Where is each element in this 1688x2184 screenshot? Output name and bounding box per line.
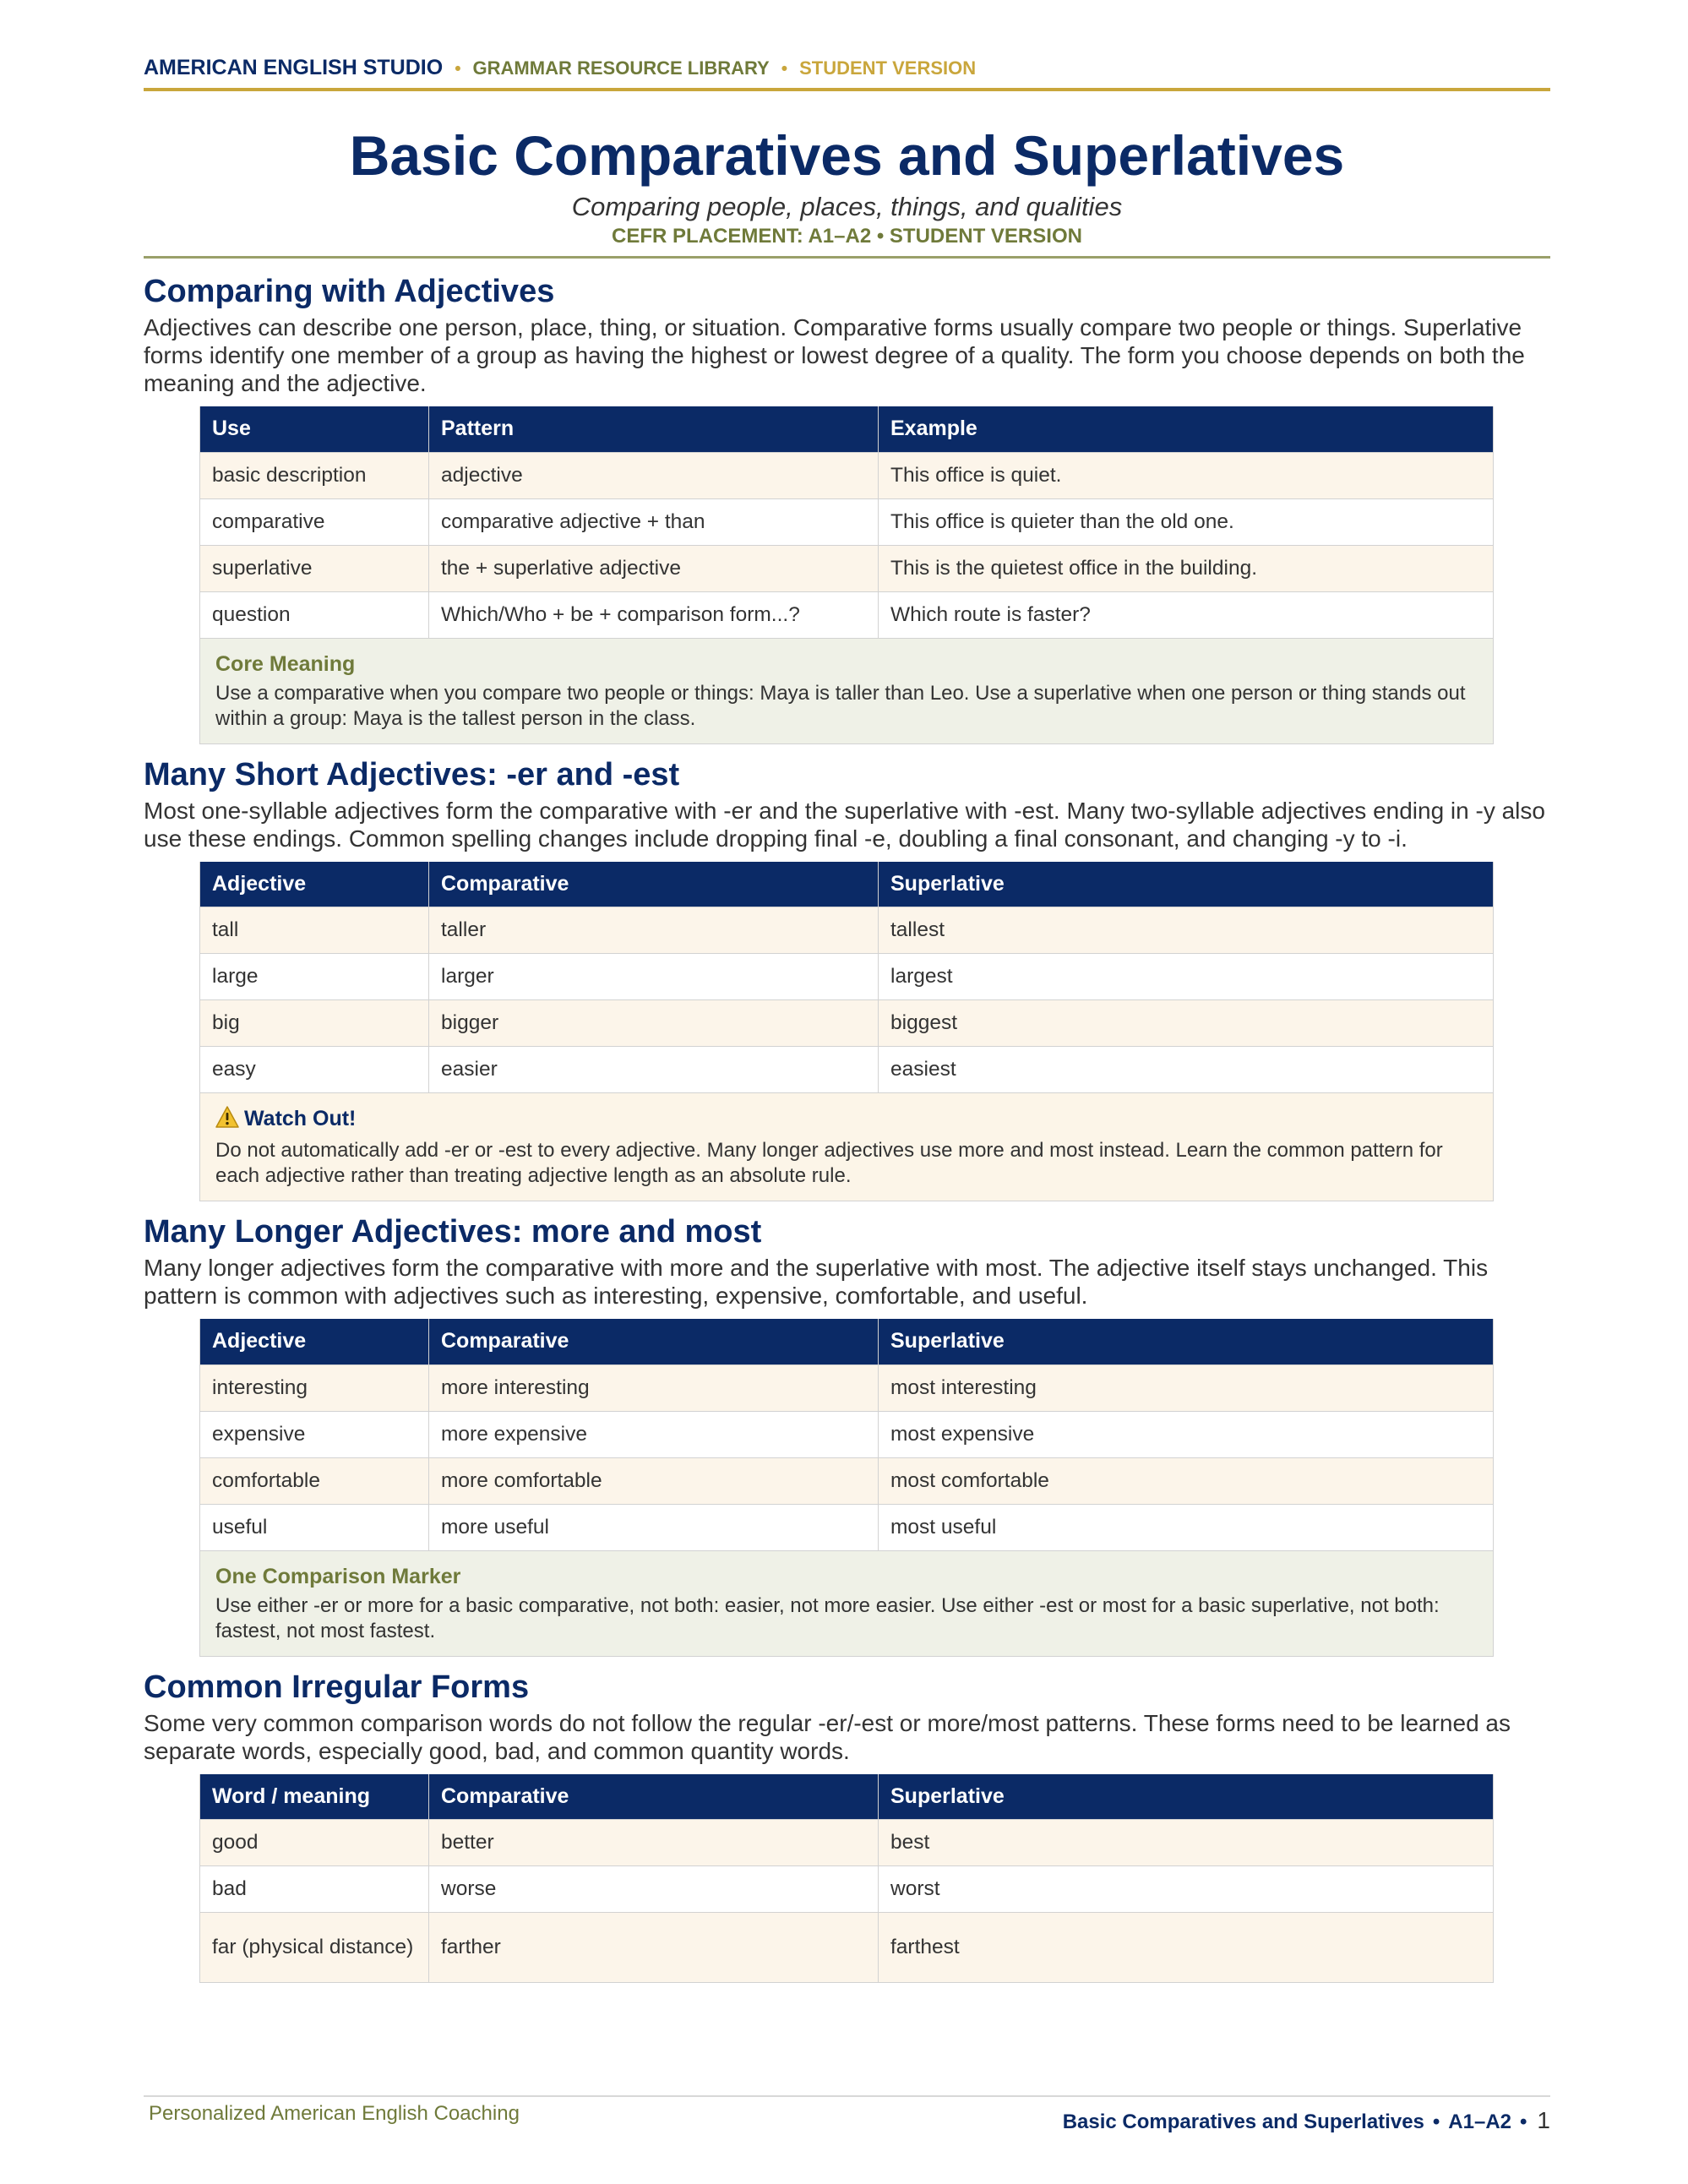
- table-cell: most comfortable: [879, 1457, 1494, 1504]
- header-separator: •: [455, 59, 461, 79]
- table-header-row: [200, 862, 1494, 907]
- table-cell: question: [200, 591, 429, 638]
- table-cell: useful: [200, 1504, 429, 1550]
- table-cell: easier: [429, 1047, 879, 1093]
- longer-adjectives-table: [199, 1319, 1494, 1551]
- document-page: [144, 0, 1550, 1983]
- header-separator: •: [781, 59, 788, 79]
- footer-level: A1–A2: [1448, 2110, 1512, 2133]
- comparison-marker-note: [199, 1551, 1494, 1657]
- short-adjectives-table: [199, 862, 1494, 1094]
- table-cell: the + superlative adjective: [429, 545, 879, 591]
- table-row: [200, 591, 1494, 638]
- table-cell: largest: [879, 954, 1494, 1000]
- table-cell: interesting: [200, 1364, 429, 1411]
- table-header-row: [200, 1774, 1494, 1820]
- table-row: [200, 907, 1494, 954]
- section-heading: Comparing with Adjectives: [144, 274, 555, 309]
- section-irregular-forms: [144, 1669, 1550, 1984]
- column-header: Comparative: [429, 1774, 879, 1820]
- note-title: Watch Out!: [244, 1107, 357, 1130]
- table-row: [200, 954, 1494, 1000]
- core-meaning-note: [199, 639, 1494, 744]
- page-number: 1: [1537, 2107, 1550, 2133]
- table-cell: tall: [200, 907, 429, 954]
- section-longer-adjectives: [144, 1213, 1550, 1657]
- section-paragraph: Most one-syllable adjectives form the comparative with -er and the superlative with -est. Many two-syllable adjectives ending in -y also use these endings. Common spelling changes include dropping final -e, doubling a final consonant, and changing -y to -i.: [144, 797, 1545, 852]
- table-cell: easy: [200, 1047, 429, 1093]
- table-cell: comparative: [200, 498, 429, 545]
- section-paragraph: Some very common comparison words do not follow the regular -er/-est or more/most patterns. These forms need to be learned as separate words, especially good, bad, and common quantity words.: [144, 1709, 1511, 1764]
- library-name: GRAMMAR RESOURCE LIBRARY: [472, 57, 770, 79]
- table-cell: larger: [429, 954, 879, 1000]
- table-row: [200, 1913, 1494, 1983]
- table-cell: comparative adjective + than: [429, 498, 879, 545]
- table-header-row: [200, 406, 1494, 452]
- section-paragraph: Adjectives can describe one person, place, thing, or situation. Comparative forms usually compare two people or things. Superlative forms identify one member of a group as having the highest or lowest degree of a quality. The form you choose depends on both the meaning and the adjective.: [144, 314, 1525, 396]
- table-cell: most expensive: [879, 1411, 1494, 1457]
- column-header: Superlative: [879, 1319, 1494, 1364]
- table-row: [200, 1000, 1494, 1047]
- column-header: Example: [879, 406, 1494, 452]
- page-title: Basic Comparatives and Superlatives: [349, 124, 1345, 187]
- table-row: [200, 1411, 1494, 1457]
- version-label: STUDENT VERSION: [799, 57, 977, 79]
- page-footer: [144, 2095, 1550, 2146]
- column-header: Superlative: [879, 862, 1494, 907]
- table-cell: farthest: [879, 1913, 1494, 1983]
- page-subtitle: Comparing people, places, things, and qualities: [571, 192, 1123, 221]
- table-cell: more useful: [429, 1504, 879, 1550]
- column-header: Comparative: [429, 1319, 879, 1364]
- watch-out-note: [199, 1093, 1494, 1201]
- column-header: Adjective: [200, 862, 429, 907]
- table-row: [200, 1457, 1494, 1504]
- footer-info: [1063, 2107, 1550, 2134]
- table-cell: worse: [429, 1866, 879, 1913]
- section-heading: Many Longer Adjectives: more and most: [144, 1214, 762, 1250]
- irregular-forms-table: [199, 1774, 1494, 1984]
- table-row: [200, 452, 1494, 498]
- level-label: CEFR PLACEMENT: A1–A2 • STUDENT VERSION: [144, 223, 1550, 259]
- table-block: [199, 1319, 1494, 1657]
- table-cell: worst: [879, 1866, 1494, 1913]
- usage-table: [199, 406, 1494, 639]
- section-short-adjectives: [144, 756, 1550, 1202]
- table-cell: This office is quieter than the old one.: [879, 498, 1494, 545]
- table-cell: farther: [429, 1913, 879, 1983]
- table-block: [199, 1774, 1494, 1984]
- table-cell: more expensive: [429, 1411, 879, 1457]
- table-cell: This is the quietest office in the building.: [879, 545, 1494, 591]
- section-heading: Many Short Adjectives: -er and -est: [144, 756, 680, 792]
- column-header: Word / meaning: [200, 1774, 429, 1820]
- footer-separator: •: [1520, 2110, 1527, 2133]
- table-row: [200, 545, 1494, 591]
- table-cell: large: [200, 954, 429, 1000]
- table-row: [200, 498, 1494, 545]
- table-cell: better: [429, 1820, 879, 1866]
- footer-tagline: Personalized American English Coaching: [149, 2102, 520, 2125]
- table-cell: far (physical distance): [200, 1913, 429, 1983]
- table-cell: taller: [429, 907, 879, 954]
- table-row: [200, 1364, 1494, 1411]
- footer-doc-title: Basic Comparatives and Superlatives: [1062, 2110, 1424, 2133]
- note-body: Use a comparative when you compare two people or things: Maya is taller than Leo. Use a superlative when one person or thing stands out within a group: Maya is the tallest person in the class.: [215, 681, 1466, 730]
- table-cell: comfortable: [200, 1457, 429, 1504]
- table-cell: superlative: [200, 545, 429, 591]
- table-cell: tallest: [879, 907, 1494, 954]
- table-row: [200, 1047, 1494, 1093]
- table-cell: most interesting: [879, 1364, 1494, 1411]
- table-cell: good: [200, 1820, 429, 1866]
- table-cell: more comfortable: [429, 1457, 879, 1504]
- table-cell: adjective: [429, 452, 879, 498]
- footer-separator: •: [1432, 2110, 1440, 2133]
- note-body: Use either -er or more for a basic comparative, not both: easier, not more easier. Use either -est or most for a basic superlative, not both: fastest, not most fastest.: [215, 1593, 1440, 1642]
- table-cell: Which/Who + be + comparison form...?: [429, 591, 879, 638]
- table-cell: more interesting: [429, 1364, 879, 1411]
- table-block: [199, 862, 1494, 1202]
- table-cell: most useful: [879, 1504, 1494, 1550]
- table-cell: This office is quiet.: [879, 452, 1494, 498]
- table-cell: expensive: [200, 1411, 429, 1457]
- table-cell: bad: [200, 1866, 429, 1913]
- note-title: One Comparison Marker: [215, 1564, 461, 1588]
- note-body: Do not automatically add -er or -est to every adjective. Many longer adjectives use more and most instead. Learn the common pattern for each adjective rather than treating adjective length as an absolute rule.: [215, 1139, 1443, 1187]
- note-title: Core Meaning: [215, 651, 356, 676]
- table-row: [200, 1504, 1494, 1550]
- table-cell: Which route is faster?: [879, 591, 1494, 638]
- table-cell: bigger: [429, 1000, 879, 1047]
- brand-name: AMERICAN ENGLISH STUDIO: [144, 56, 444, 79]
- table-cell: basic description: [200, 452, 429, 498]
- section-comparing-adjectives: [144, 273, 1550, 744]
- column-header: Comparative: [429, 862, 879, 907]
- column-header: Pattern: [429, 406, 879, 452]
- table-block: [199, 406, 1494, 744]
- table-cell: best: [879, 1820, 1494, 1866]
- column-header: Use: [200, 406, 429, 452]
- warning-icon: [215, 1106, 239, 1135]
- section-paragraph: Many longer adjectives form the comparative with more and the superlative with most. The adjective itself stays unchanged. This pattern is common with adjectives such as interesting, expensive, comfortable, and useful.: [144, 1255, 1489, 1309]
- section-heading: Common Irregular Forms: [144, 1669, 530, 1705]
- table-row: [200, 1820, 1494, 1866]
- table-cell: biggest: [879, 1000, 1494, 1047]
- column-header: Adjective: [200, 1319, 429, 1364]
- table-header-row: [200, 1319, 1494, 1364]
- table-row: [200, 1866, 1494, 1913]
- table-cell: easiest: [879, 1047, 1494, 1093]
- table-cell: big: [200, 1000, 429, 1047]
- header-bar: [144, 56, 1550, 91]
- column-header: Superlative: [879, 1774, 1494, 1820]
